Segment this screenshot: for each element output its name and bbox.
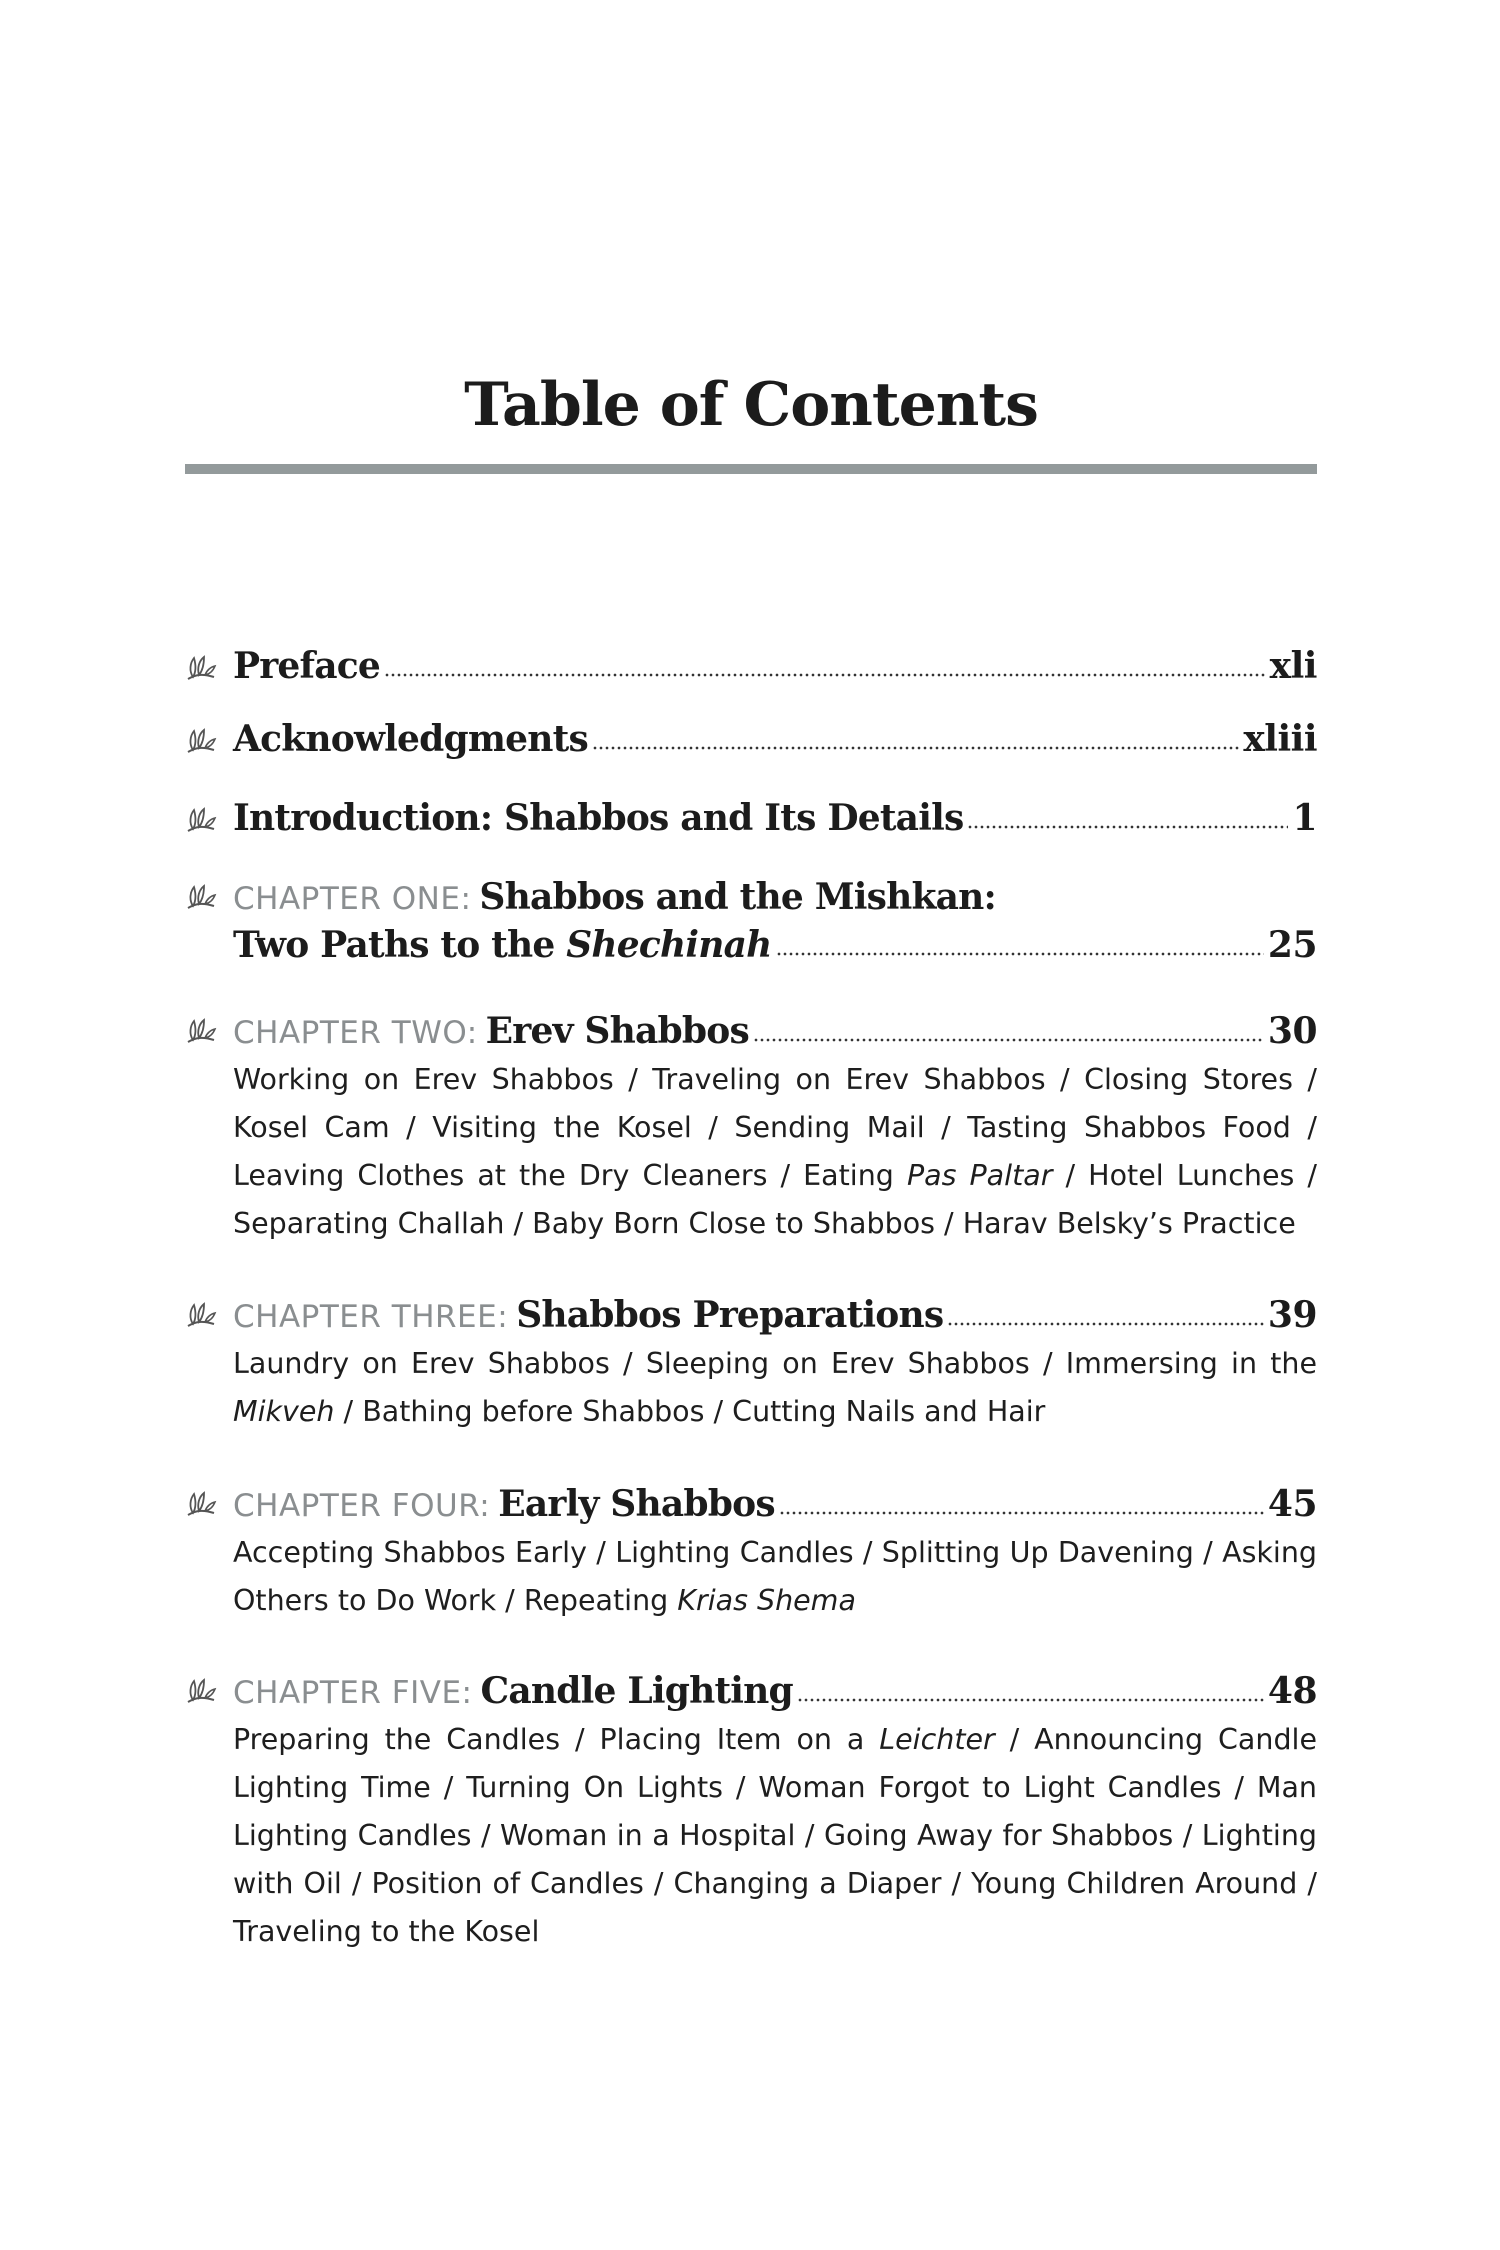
leaf-sprig-icon <box>185 1300 217 1330</box>
page-number: 39 <box>1267 1294 1317 1336</box>
toc-entry[interactable] <box>185 876 1317 966</box>
dot-leader <box>776 951 1264 957</box>
toc-entry[interactable] <box>185 645 1317 687</box>
entry-heading: Preface <box>233 645 380 687</box>
italic-term: Pas Paltar <box>906 1159 1053 1192</box>
entry-heading: Acknowledgments <box>233 718 588 760</box>
entry-heading: Candle Lighting <box>480 1670 793 1712</box>
dot-leader <box>753 1037 1264 1043</box>
toc-entry-row <box>233 645 1317 687</box>
toc-page <box>185 370 1317 474</box>
entry-heading: Introduction: Shabbos and Its Details <box>233 797 964 839</box>
page-number: 1 <box>1292 797 1317 839</box>
entry-heading: Shabbos Preparations <box>516 1294 944 1336</box>
page-number: xliii <box>1243 718 1317 760</box>
page-number: 48 <box>1267 1670 1317 1712</box>
chapter-label: CHAPTER ONE: <box>233 881 472 917</box>
leaf-sprig-icon <box>185 1016 217 1046</box>
toc-entry-row <box>233 1483 1317 1525</box>
italic-term: Krias Shema <box>677 1584 856 1617</box>
entry-heading: Early Shabbos <box>498 1483 775 1525</box>
dot-leader <box>947 1321 1264 1327</box>
dot-leader <box>797 1697 1264 1703</box>
toc-entry-row-2 <box>233 924 1317 966</box>
toc-entry-row <box>233 876 1317 918</box>
entry-heading-continued: Two Paths to the Shechinah <box>233 924 772 966</box>
toc-entry[interactable] <box>185 1670 1317 1956</box>
entry-heading: Shabbos and the Mishkan: <box>479 876 997 918</box>
dot-leader <box>779 1510 1264 1516</box>
leaf-sprig-icon <box>185 805 217 835</box>
leaf-sprig-icon <box>185 726 217 756</box>
chapter-label: CHAPTER FIVE: <box>233 1675 473 1711</box>
toc-entry[interactable] <box>185 797 1317 839</box>
toc-entry-row <box>233 718 1317 760</box>
italic-term: Leichter <box>879 1723 995 1756</box>
leaf-sprig-icon <box>185 653 217 683</box>
chapter-label: CHAPTER FOUR: <box>233 1488 491 1524</box>
dot-leader <box>384 672 1266 678</box>
dot-leader <box>592 745 1239 751</box>
dot-leader <box>967 824 1288 830</box>
toc-entry[interactable] <box>185 1010 1317 1248</box>
leaf-sprig-icon <box>185 882 217 912</box>
toc-entry[interactable] <box>185 1483 1317 1625</box>
chapter-topics: Laundry on Erev Shabbos / Sleeping on Erev Shabbos / Immersing in the Mikveh / Bathing before Shabbos / Cutting Nails and Hair <box>233 1347 1317 1428</box>
entry-heading: Erev Shabbos <box>485 1010 749 1052</box>
chapter-label: CHAPTER THREE: <box>233 1299 509 1335</box>
page-number: 45 <box>1267 1483 1317 1525</box>
toc-entry-row <box>233 797 1317 839</box>
leaf-sprig-icon <box>185 1489 217 1519</box>
toc-entry-row <box>233 1010 1317 1052</box>
page-title: Table of Contents <box>464 370 1038 440</box>
chapter-topics: Preparing the Candles / Placing Item on a Leichter / Announcing Candle Lighting Time / Turning On Lights / Woman Forgot to Light Candles / Man Lighting Candles / Woman in a Hospital / Going Away for Shabbos / Lighting with Oil / Position of Candles / Changing a Diaper / Young Children Around / Traveling to the Kosel <box>233 1723 1317 1948</box>
toc-entry[interactable] <box>185 1294 1317 1436</box>
page-number: 30 <box>1267 1010 1317 1052</box>
leaf-sprig-icon <box>185 1676 217 1706</box>
italic-term: Mikveh <box>233 1395 335 1428</box>
chapter-topics: Working on Erev Shabbos / Traveling on Erev Shabbos / Closing Stores / Kosel Cam / Visiting the Kosel / Sending Mail / Tasting Shabbos Food / Leaving Clothes at the Dry Cleaners / Eating Pas Paltar / Hotel Lunches / Separating Challah / Baby Born Close to Shabbos / Harav Belsky’s Practice <box>233 1063 1318 1240</box>
chapter-label: CHAPTER TWO: <box>233 1015 478 1051</box>
toc-entry-row <box>233 1670 1317 1712</box>
page-number: xli <box>1269 645 1317 687</box>
title-rule <box>185 464 1317 474</box>
toc-entry[interactable] <box>185 718 1317 760</box>
page-number: 25 <box>1267 924 1317 966</box>
chapter-topics: Accepting Shabbos Early / Lighting Candles / Splitting Up Davening / Asking Others to Do Work / Repeating Krias Shema <box>233 1536 1317 1617</box>
toc-entry-row <box>233 1294 1317 1336</box>
